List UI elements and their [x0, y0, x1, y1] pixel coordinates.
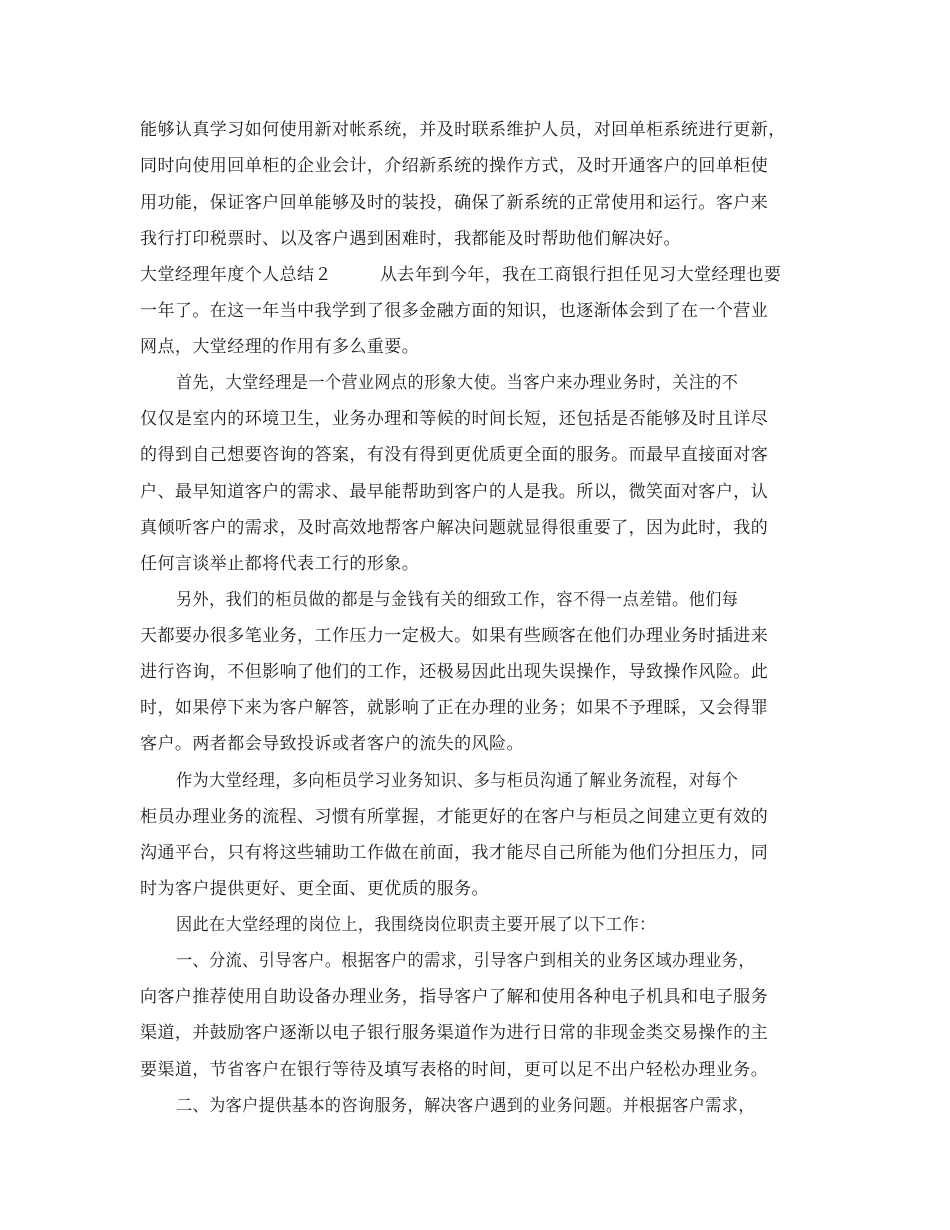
paragraph-line: 时，如果停下来为客户解答，就影响了正在办理的业务；如果不予理睬，又会得罪	[140, 698, 769, 718]
paragraph-line: 用功能，保证客户回单能够及时的装投，确保了新系统的正常使用和运行。客户来	[140, 193, 769, 213]
paragraph-line: 向客户推荐使用自助设备办理业务，指导客户了解和使用各种电子机具和电子服务	[140, 987, 769, 1007]
paragraph-first-line: 一、分流、引导客户。根据客户的需求，引导客户到相关的业务区域办理业务，	[176, 951, 755, 971]
paragraph-first-line: 另外，我们的柜员做的都是与金钱有关的细致工作，容不得一点差错。他们每	[176, 590, 739, 610]
paragraph-line: 渠道，并鼓励客户逐渐以电子银行服务渠道作为进行日常的非现金类交易操作的主	[140, 1023, 769, 1043]
paragraph-line: 柜员办理业务的流程、习惯有所掌握，才能更好的在客户与柜员之间建立更有效的	[140, 807, 769, 827]
section-heading-line	[140, 265, 830, 285]
paragraph-line: 沟通平台，只有将这些辅助工作做在前面，我才能尽自己所能为他们分担压力，同	[140, 843, 769, 863]
paragraph-line: 进行咨询，不但影响了他们的工作，还极易因此出现失误操作，导致操作风险。此	[140, 662, 769, 682]
paragraph-line: 户、最早知道客户的需求、最早能帮助到客户的人是我。所以，微笑面对客户，认	[140, 482, 769, 502]
paragraph-line: 能够认真学习如何使用新对帐系统，并及时联系维护人员，对回单柜系统进行更新，	[140, 120, 786, 140]
paragraph-line: 的得到自己想要咨询的答案，有没有得到更优质更全面的服务。而最早直接面对客	[140, 445, 769, 465]
paragraph-line: 仅仅是室内的环境卫生，业务办理和等候的时间长短，还包括是否能够及时且详尽	[140, 409, 769, 429]
paragraph-first-line: 作为大堂经理，多向柜员学习业务知识、多与柜员沟通了解业务流程，对每个	[176, 771, 739, 791]
paragraph-first-line: 首先，大堂经理是一个营业网点的形象大使。当客户来办理业务时，关注的不	[176, 373, 739, 393]
section-heading-title: 大堂经理年度个人总结２	[140, 265, 332, 285]
paragraph-line: 要渠道，节省客户在银行等待及填写表格的时间，更可以足不出户轻松办理业务。	[140, 1060, 769, 1080]
paragraph-line: 同时向使用回单柜的企业会计，介绍新系统的操作方式，及时开通客户的回单柜使	[140, 156, 769, 176]
paragraph-line: 天都要办很多笔业务，工作压力一定极大。如果有些顾客在他们办理业务时插进来	[140, 626, 769, 646]
paragraph-line: 我行打印税票时、以及客户遇到困难时，我都能及时帮助他们解决好。	[140, 229, 681, 249]
paragraph-line: 一年了。在这一年当中我学到了很多金融方面的知识，也逐渐体会到了在一个营业	[140, 301, 769, 321]
paragraph-line: 任何言谈举止都将代表工行的形象。	[140, 554, 420, 574]
paragraph-line: 时为客户提供更好、更全面、更优质的服务。	[140, 879, 489, 899]
paragraph-line: 网点，大堂经理的作用有多么重要。	[140, 337, 420, 357]
paragraph-first-line: 因此在大堂经理的岗位上，我围绕岗位职责主要开展了以下工作：	[176, 915, 656, 935]
paragraph-first-line: 二、为客户提供基本的咨询服务，解决客户遇到的业务问题。并根据客户需求，	[176, 1096, 755, 1116]
paragraph-line: 客户。两者都会导致投诉或者客户的流失的风险。	[140, 734, 524, 754]
section-heading-continuation: 从去年到今年，我在工商银行担任见习大堂经理也要	[379, 265, 782, 285]
paragraph-line: 真倾听客户的需求，及时高效地帮客户解决问题就显得很重要了，因为此时，我的	[140, 518, 769, 538]
